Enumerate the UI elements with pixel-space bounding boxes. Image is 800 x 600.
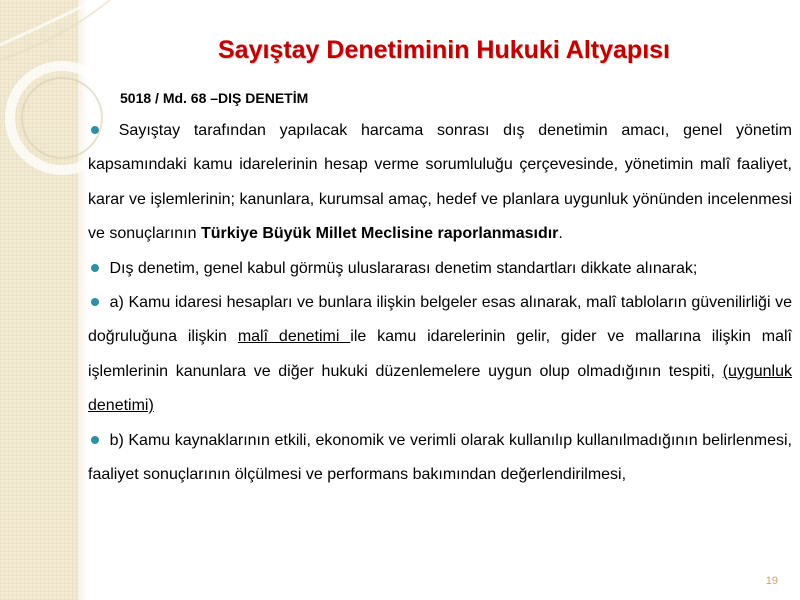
paragraph-purpose: Sayıştay tarafından yapılacak harcama sonrası dış denetimin amacı, genel yönetim kapsamındaki kamu idarelerinin hesap verme sorumluluğu çerçevesinde, yönetimin malî faaliyet, karar ve işlemlerinin; kanunlara, kurumsal amaç, hedef ve planlara uygunluk yönünden incelenmesi ve sonuçlarının Türkiye Büyük Millet Meclisine raporlanmasıdır. — [88, 122, 793, 243]
bullet-dot-icon — [91, 264, 99, 272]
slide-title: Sayıştay Denetiminin Hukuki Altyapısı — [218, 36, 670, 64]
paragraph-standards: Dış denetim, genel kabul görmüş uluslararası denetim standartları dikkate alınarak; — [88, 252, 792, 286]
page-number: 19 — [765, 575, 778, 587]
bullet-dot-icon — [91, 298, 99, 306]
paragraph-performance-audit: b) Kamu kaynaklarının etkili, ekonomik ve verimli olarak kullanılıp kullanılmadığının belirlenmesi, faaliyet sonuçlarının ölçülmesi ve performans bakımından değerlendirilmesi, — [88, 431, 793, 484]
bullet-dot-icon — [91, 126, 99, 134]
bullet-dot-icon — [91, 436, 99, 444]
paragraph-financial-audit: a) Kamu idaresi hesapları ve bunlara ilişkin belgeler esas alınarak, malî tabloların güvenilirliği ve doğruluğuna ilişkin malî denetimi ile kamu idarelerinin gelir, gider ve mallarına ilişkin malî işlemlerinin kanunlara ve diğer hukuki düzenlemelere uygun olup olmadığının tespiti, (uygunluk denetimi) — [88, 294, 793, 415]
slide-body — [88, 114, 792, 492]
article-reference: 5018 / Md. 68 –DIŞ DENETİM — [120, 90, 309, 106]
